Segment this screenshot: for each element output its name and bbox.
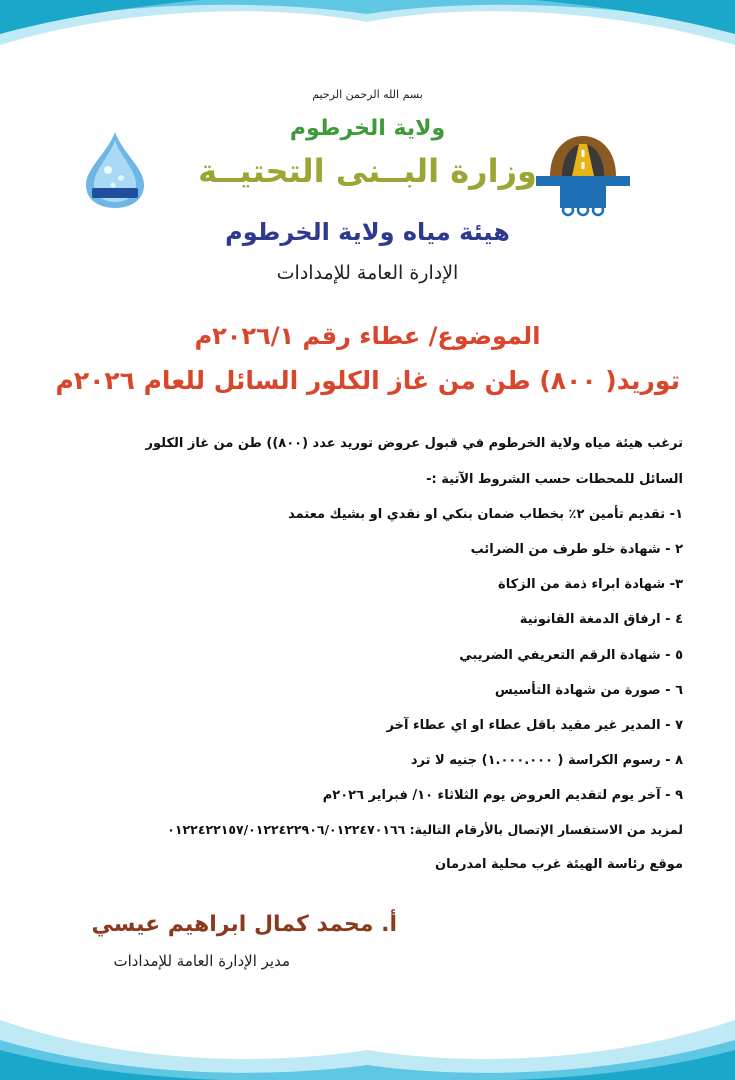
condition-item: ٤ - ارفاق الدمغة القانونية — [519, 612, 683, 627]
condition-item: ١- تقديم تأمين ٢٪ بخطاب ضمان بنكي او نقدي او بشيك معتمد — [288, 507, 683, 522]
condition-item: ٧ - المدير غير مقيد باقل عطاء او اي عطاء آخر — [386, 718, 683, 733]
top-wave-decoration — [0, 0, 735, 80]
intro-line-2: السائل للمحطات حسب الشروط الآتية :- — [426, 472, 683, 487]
ministry-name: وزارة البــنى التحتيــة — [198, 152, 537, 190]
condition-item: ٢ - شهادة خلو طرف من الضرائب — [470, 542, 683, 557]
tender-subject: الموضوع/ عطاء رقم ٢٠٢٦/١م — [194, 322, 541, 350]
condition-item: ٦ - صورة من شهادة التأسيس — [494, 683, 683, 698]
contact-numbers: لمزيد من الاستفسار الإتصال بالأرقام التالية: ٠١٢٢٤٢٢١٥٧/٠١٢٢٤٢٢٩٠٦/٠١٢٢٤٧٠١٦٦ — [167, 822, 683, 837]
condition-item: ٥ - شهادة الرقم التعريفي الضريبي — [459, 648, 683, 663]
intro-line-1: ترغب هيئة مياه ولاية الخرطوم في قبول عروض توريد عدد (٨٠٠)) طن من غاز الكلور — [145, 436, 683, 451]
department-name: الإدارة العامة للإمدادات — [276, 262, 459, 284]
condition-item: ٨ - رسوم الكراسة ( ١.٠٠٠.٠٠٠) جنيه لا ترد — [410, 753, 683, 768]
basmala: بسم الله الرحمن الرحيم — [312, 88, 423, 101]
tender-supply-title: توريد( ٨٠٠) طن من غاز الكلور السائل للعام ٢٠٢٦م — [55, 366, 680, 395]
condition-item: ٩ - آخر يوم لتقديم العروض يوم الثلاثاء ١٠/ فبراير ٢٠٢٦م — [322, 788, 683, 803]
signer-title: مدير الإدارة العامة للإمدادات — [113, 952, 290, 970]
authority-name: هيئة مياه ولاية الخرطوم — [225, 218, 510, 246]
bottom-wave-decoration — [0, 990, 735, 1080]
signer-name: أ. محمد كمال ابراهيم عيسي — [91, 912, 397, 937]
state-name: ولاية الخرطوم — [289, 116, 446, 141]
condition-item: ٣- شهادة ابراء ذمة من الزكاة — [498, 577, 683, 592]
headquarters-location: موقع رئاسة الهيئة غرب محلية امدرمان — [434, 857, 683, 872]
